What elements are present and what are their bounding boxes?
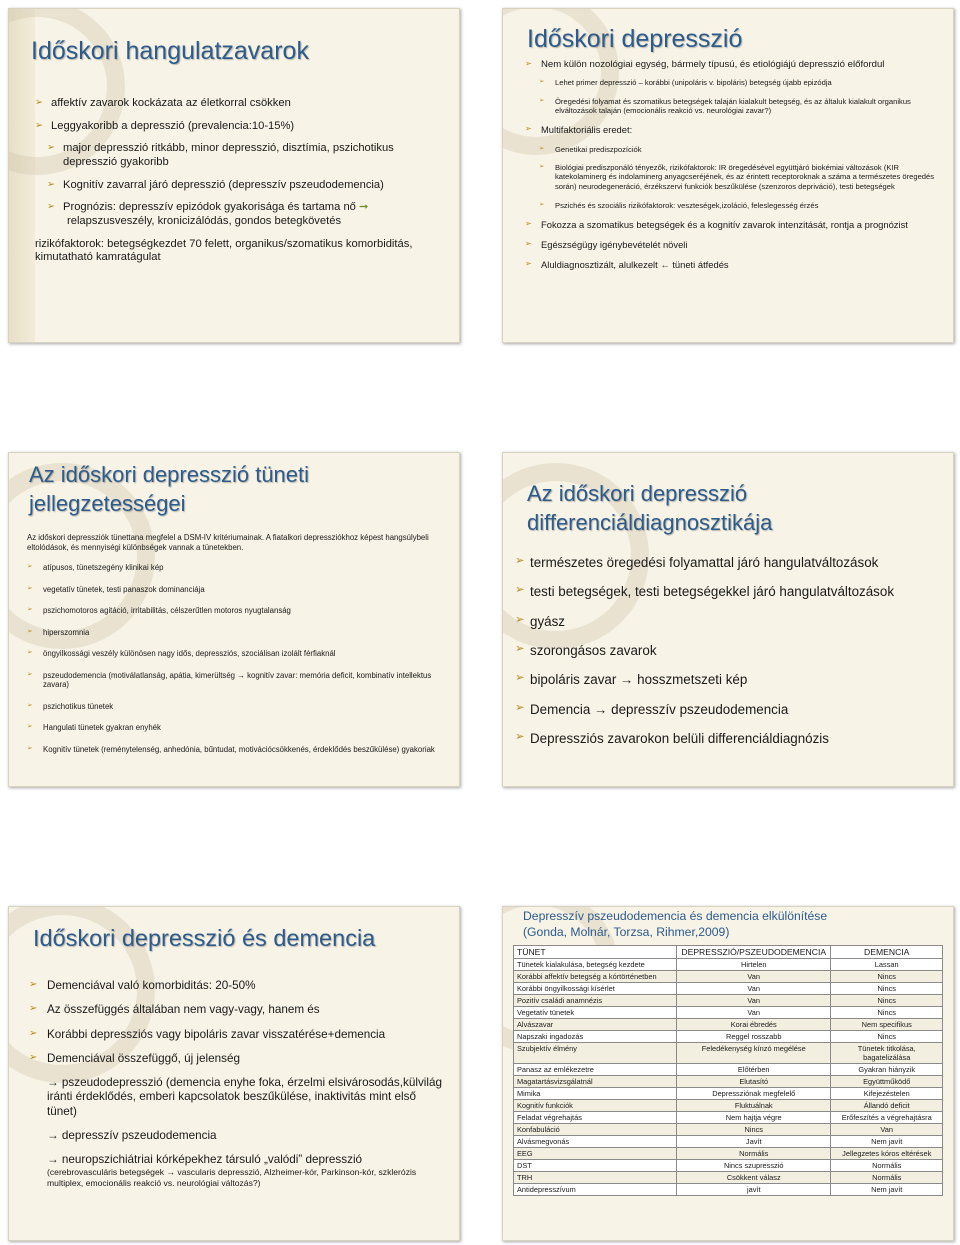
table-cell: Nincs — [831, 983, 943, 995]
bullet-item: ➢ Egészségügy igénybevételét növeli — [525, 238, 688, 250]
arrow-bullet-icon: ➢ — [515, 613, 525, 626]
table-row — [514, 1043, 943, 1064]
table-cell: Depressziónak megfelelő — [677, 1088, 831, 1100]
arrow-bullet-icon: ➢ — [539, 77, 545, 85]
table-row — [514, 1088, 943, 1100]
table-cell: Hirtelen — [677, 959, 831, 971]
table-header-cell: DEMENCIA — [831, 946, 943, 959]
bullet-item: ➢ szorongásos zavarok — [515, 643, 657, 659]
slide-title: Depresszív pszeudodemencia és demencia elkülönítése — [523, 909, 828, 923]
arrow-bullet-icon: ➢ — [29, 1003, 38, 1015]
table-cell: Előtérben — [677, 1064, 831, 1076]
table-cell: Nem javít — [831, 1136, 943, 1148]
slide-1 — [8, 8, 460, 343]
arrow-bullet-icon: ➢ — [29, 1027, 38, 1039]
bullet-item: ➢ pszeudodemencia (motiválatlanság, apátia, kimerültség → kognitív zavar: memória deficit, kombinatív intellektus zavara) — [27, 670, 432, 689]
table-cell: Van — [677, 995, 831, 1007]
table-cell: Nincs — [831, 971, 943, 983]
bullet-item: ➢ Öregedési folyamat és szomatikus betegségek talaján kialakult betegség, és az általuk kialakult organikus elváltozások talaján (emocionális reakció vs. neurológiai zavar?) — [539, 96, 911, 116]
table-cell: Konfabuláció — [514, 1124, 677, 1136]
bullet-list — [35, 97, 435, 265]
slide-intro: Az időskori depressziók tünettana megfelel a DSM-IV kritériumainak. A fiatalkori depressziókhoz képest hangsúlybeli eltolódások, és mennyiségi különbségek vannak a tünetekben. — [27, 533, 429, 552]
bullet-item: ➢ Prognózis: depresszív epizódok gyakorisága és tartama nő ➞ — [47, 201, 369, 214]
arrow-bullet-icon: ➢ — [515, 555, 525, 567]
slide-title: Időskori depresszió — [527, 25, 743, 53]
bullet-item: → neuropszichiátriai kórképekhez társuló „valódi” depresszió — [47, 1153, 363, 1167]
table-cell: Jellegzetes kóros eltérések — [831, 1148, 943, 1160]
arrow-bullet-icon: ➢ — [27, 670, 33, 678]
bullet-item: ➢ Kognitív tünetek (reménytelenség, anhedónia, bűntudat, motivációcsökkenés, érdeklődés beszűkülése) gyakoriak — [27, 744, 435, 754]
table-cell: DST — [514, 1160, 677, 1172]
bullet-item: ➢ Biológiai prediszponáló tényezők, rizikófaktorok: IR öregedésével együttjáró biokémiai változások (KIR katekolaminerg és indolaminerg anyagcseréjének, és az érintett receptoroknak a száma a természetes öregedés során) neurodegeneráció, érzékszervi funkciók beszűkülése (szenzoros depriváció), testi betegségek — [539, 163, 935, 191]
table-cell: Magatartásvizsgálatnál — [514, 1076, 677, 1088]
arrow-bullet-icon: ➢ — [47, 178, 55, 190]
arrow-bullet-icon: ➢ — [27, 606, 33, 613]
table-cell: Korábbi öngyilkossági kísérlet — [514, 983, 677, 995]
slide-3 — [8, 452, 460, 787]
arrow-bullet-icon: ➢ — [515, 731, 525, 744]
bullet-item: ➢ Demencia → depresszív pszeudodemencia — [515, 701, 789, 717]
table-row — [514, 1124, 943, 1136]
arrow-bullet-icon: ➢ — [525, 238, 532, 248]
bullet-item: ➢ Korábbi depressziós vagy bipoláris zavar visszatérése+demencia — [29, 1027, 386, 1041]
arrow-bullet-icon: ➢ — [515, 643, 525, 656]
slide-4 — [502, 452, 954, 787]
bullet-item: ➢ Demenciával összefüggő, új jelenség — [29, 1051, 240, 1065]
table-cell: Nincs — [831, 1007, 943, 1019]
table-header-cell: DEPRESSZIÓ/PSZEUDODEMENCIA — [677, 946, 831, 959]
bullet-item: ➢ pszichomotoros agitáció, irritabilitás, célszerűtlen motoros nyugtalanság — [27, 606, 291, 615]
arrow-bullet-icon: ➢ — [525, 219, 532, 229]
table-cell: Mimika — [514, 1088, 677, 1100]
bullet-item: ➢ Nem külön nozológiai egység, bármely típusú, és etiológiájú depresszió előfordul — [525, 59, 885, 70]
table-cell: Elutasító — [677, 1076, 831, 1088]
table-cell: Szubjektív élmény — [514, 1043, 677, 1064]
table-cell: Feladat végrehajtás — [514, 1112, 677, 1124]
table-cell: Normális — [831, 1160, 943, 1172]
table-row — [514, 983, 943, 995]
bullet-item: ➢ Demenciával való komorbiditás: 20-50% — [29, 979, 256, 992]
bullet-item: ➢ Pszichés és szociális rizikófaktorok: veszteségek,izoláció, feleslegesség érzés — [539, 200, 819, 210]
table-cell: Nincs — [831, 1031, 943, 1043]
bullet-item: ➢ Az összefüggés általában nem vagy-vagy, hanem és — [29, 1003, 320, 1017]
bullet-item: ➢ Kognitív zavarral járó depresszió (depresszív pszeudodemencia) — [47, 178, 384, 191]
arrow-bullet-icon: ➢ — [35, 97, 43, 108]
arrow-bullet-icon: ➢ — [47, 201, 55, 213]
table-cell: Pozitív családi anamnézis — [514, 995, 677, 1007]
table-cell: Tünetek kialakulása, betegség kezdete — [514, 959, 677, 971]
arrow-bullet-icon: ➢ — [539, 200, 545, 208]
arrow-bullet-icon: ➢ — [525, 124, 532, 134]
bullet-item: ➢ Depressziós zavarokon belüli differenciáldiagnózis — [515, 731, 829, 747]
table-cell: Gyakran hiányzik — [831, 1064, 943, 1076]
table-cell: Fluktuálnak — [677, 1100, 831, 1112]
table-cell: EEG — [514, 1148, 677, 1160]
table-row — [514, 971, 943, 983]
table-row — [514, 1184, 943, 1196]
bullet-item: ➢ Leggyakoribb a depresszió (prevalencia:10-15%) — [35, 119, 295, 132]
slide-title: Az időskori depresszió differenciáldiagnosztikája — [527, 481, 773, 536]
arrow-bullet-icon: ➢ — [27, 563, 33, 570]
table-cell: Korábbi affektív betegség a kórtörténetben — [514, 971, 677, 983]
table-cell: Napszaki ingadozás — [514, 1031, 677, 1043]
table-row — [514, 1148, 943, 1160]
bullet-item: → pszeudodepresszió (demencia enyhe foka, érzelmi elsivárosodás,külvilág iránti érdeklődés, emberi kapcsolatok beszűkülése, inaktivitás mint első tünet) — [47, 1076, 442, 1118]
arrow-bullet-icon: ➢ — [27, 744, 33, 752]
table-cell: Nincs szupresszió — [677, 1160, 831, 1172]
slide-6 — [502, 906, 954, 1241]
table-cell: Korai ébredés — [677, 1019, 831, 1031]
arrow-bullet-icon: ➢ — [525, 259, 532, 269]
table-cell: Van — [677, 971, 831, 983]
table-cell: Van — [831, 1124, 943, 1136]
table-cell: Kifejezéstelen — [831, 1088, 943, 1100]
table-row — [514, 1007, 943, 1019]
table-cell: Alvászavar — [514, 1019, 677, 1031]
table-row — [514, 1172, 943, 1184]
bullet-item: ➢ Genetikai prediszpozíciók — [539, 144, 642, 154]
table-cell: Nem hajtja végre — [677, 1112, 831, 1124]
arrow-bullet-icon: ➢ — [539, 144, 545, 152]
bullet-item: ➢ atípusos, tünetszegény klinikai kép — [27, 563, 164, 572]
arrow-bullet-icon: ➢ — [27, 701, 33, 709]
table-row — [514, 1136, 943, 1148]
bullet-item: ➢ vegetatív tünetek, testi panaszok dominanciája — [27, 584, 205, 594]
bullet-item: ➢ öngyilkossági veszély különösen nagy idős, depressziós, szociálisan izolált férfiaknál — [27, 649, 336, 658]
table-cell: Panasz az emlékezetre — [514, 1064, 677, 1076]
bullet-item: ➢ Lehet primer depresszió – korábbi (unipoláris v. bipoláris) betegség újabb epizódja — [539, 77, 832, 87]
arrow-bullet-icon: ➢ — [27, 723, 33, 730]
table-cell: Normális — [831, 1172, 943, 1184]
table-cell: Nem javít — [831, 1184, 943, 1196]
bullet-list — [525, 59, 943, 271]
bullet-item: ➢ major depresszió ritkább, minor depresszió, disztímia, pszichotikus depresszió gyakoribb — [47, 142, 394, 168]
arrow-bullet-icon: ➢ — [539, 163, 545, 171]
arrow-bullet-icon: ➢ — [515, 584, 525, 597]
arrow-bullet-icon: ➢ — [35, 119, 43, 131]
table-cell: Együttműködő — [831, 1076, 943, 1088]
slide-title: Időskori depresszió és demencia — [33, 925, 376, 951]
table-cell: Alvásmegvonás — [514, 1136, 677, 1148]
table-row — [514, 959, 943, 971]
bullet-item: ➢ Aluldiagnosztizált, alulkezelt ← tüneti átfedés — [525, 259, 729, 271]
arrow-bullet-icon: ➢ — [29, 979, 38, 990]
table-cell: Javít — [677, 1136, 831, 1148]
table-row — [514, 1031, 943, 1043]
arrow-bullet-icon: ➢ — [47, 142, 55, 154]
bullet-item: ➢ természetes öregedési folyamattal járó hangulatváltozások — [515, 555, 879, 570]
bullet-list — [29, 979, 449, 1188]
bullet-list — [27, 563, 437, 754]
comparison-table — [513, 945, 943, 1196]
table-cell: Vegetatív tünetek — [514, 1007, 677, 1019]
arrow-bullet-icon: ➢ — [27, 584, 33, 592]
table-row — [514, 1019, 943, 1031]
slide-5 — [8, 906, 460, 1241]
arrow-bullet-icon: ➢ — [539, 96, 545, 104]
bullet-item: ➢ testi betegségek, testi betegségekkel járó hangulatváltozások — [515, 584, 895, 600]
bullet-item: ➢ affektív zavarok kockázata az életkorral csökken — [35, 97, 291, 109]
table-cell: Van — [677, 1007, 831, 1019]
table-header-row — [514, 946, 943, 959]
arrow-right-icon: ➞ — [359, 201, 369, 214]
table-cell: Reggel rosszabb — [677, 1031, 831, 1043]
table-row — [514, 1100, 943, 1112]
table-cell: Normális — [677, 1148, 831, 1160]
table-cell: javít — [677, 1184, 831, 1196]
slide-title: Időskori hangulatzavarok — [31, 37, 309, 65]
bullet-item: (cerebrovasculáris betegségek → vascularis depresszió, Alzheimer-kór, Parkinson-kór, szklerózis multiplex, emocionális reakció vs. neurológiai változás?) — [47, 1167, 417, 1188]
table-cell: Tünetek titkolása, bagatelizálása — [831, 1043, 943, 1064]
table-cell: Antidepresszívum — [514, 1184, 677, 1196]
table-cell: Nincs — [677, 1124, 831, 1136]
arrow-bullet-icon: ➢ — [515, 672, 525, 685]
bullet-item: ➢ Hangulati tünetek gyakran enyhék — [27, 723, 161, 732]
table-cell: Nem specifikus — [831, 1019, 943, 1031]
table-header-cell: TÜNET — [514, 946, 677, 959]
arrow-bullet-icon: ➢ — [29, 1051, 38, 1063]
arrow-bullet-icon: ➢ — [525, 59, 532, 68]
slide-subtitle: (Gonda, Molnár, Torzsa, Rihmer,2009) — [523, 925, 730, 939]
table-row — [514, 1076, 943, 1088]
table-cell: Kognitív funkciók — [514, 1100, 677, 1112]
bullet-item: rizikófaktorok: betegségkezdet 70 felett, organikus/szomatikus komorbiditás, kimutatható kamratágulat — [35, 237, 413, 264]
arrow-bullet-icon: ➢ — [27, 627, 33, 635]
bullet-item: ➢ hiperszomnia — [27, 627, 90, 637]
table-row — [514, 1112, 943, 1124]
bullet-item: ➢ bipoláris zavar → hosszmetszeti kép — [515, 672, 748, 688]
table-cell: Csökkent válasz — [677, 1172, 831, 1184]
bullet-item: ➢ Fokozza a szomatikus betegségek és a kognitív zavarok intenzitását, rontja a prognózist — [525, 219, 908, 231]
table-cell: Van — [677, 983, 831, 995]
bullet-item: → depresszív pszeudodemencia — [47, 1128, 217, 1142]
table-cell: Lassan — [831, 959, 943, 971]
table-row — [514, 1160, 943, 1172]
table-cell: TRH — [514, 1172, 677, 1184]
arrow-bullet-icon: ➢ — [515, 701, 525, 714]
bullet-item: ➢ pszichotikus tünetek — [27, 701, 114, 711]
bullet-item: relapszusveszély, kronicizálódás, gondos betegkövetés — [67, 214, 342, 227]
table-row — [514, 1064, 943, 1076]
table-cell: Nincs — [831, 995, 943, 1007]
table-row — [514, 995, 943, 1007]
slide-title: Az időskori depresszió tüneti jellegzetességei — [29, 462, 310, 516]
slide-2 — [502, 8, 954, 343]
table-cell: Erőfeszítés a végrehajtásra — [831, 1112, 943, 1124]
bullet-item: ➢ gyász — [515, 613, 565, 629]
bullet-list — [515, 555, 943, 747]
table-cell: Feledékenység kínzó megélése — [677, 1043, 831, 1064]
table-cell: Állandó deficit — [831, 1100, 943, 1112]
bullet-item: ➢ Multifaktoriális eredet: — [525, 124, 633, 136]
arrow-bullet-icon: ➢ — [27, 649, 33, 656]
